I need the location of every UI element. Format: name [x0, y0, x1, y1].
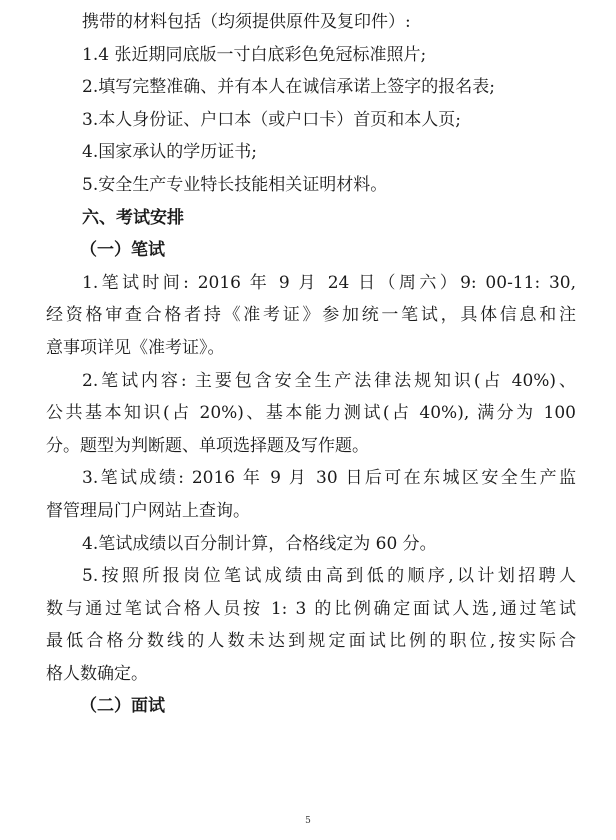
exam-time-line-2: 经资格审查合格者持《准考证》参加统一笔试，具体信息和注 — [46, 305, 576, 326]
exam-pass-line-1: 4.笔试成绩以百分制计算，合格线定为 60 分。 — [82, 533, 437, 554]
exam-score-line-1: 3.笔试成绩: 2016 年 9 月 30 日后可在东城区安全生产监 — [82, 468, 576, 489]
exam-ratio-line-3: 最低合格分数线的人数未达到规定面试比例的职位,按实际合 — [46, 631, 576, 652]
section-heading-exam-arrangement: 六、考试安排 — [82, 207, 184, 228]
exam-content-line-2: 公共基本知识(占 20%)、基本能力测试(占 40%), 满分为 100 — [46, 403, 576, 424]
document-page — [46, 6, 576, 723]
exam-content-line-3: 分。题型为判断题、单项选择题及写作题。 — [46, 435, 369, 456]
sub-heading-interview: （二）面试 — [80, 696, 165, 717]
page-number: 5 — [305, 816, 311, 826]
exam-ratio-line-1: 5.按照所报岗位笔试成绩由高到低的顺序,以计划招聘人 — [82, 566, 576, 587]
exam-time-line-1: 1.笔试时间: 2016 年 9 月 24 日（周六）9: 00-11: 30, — [82, 272, 576, 293]
materials-item-5: 5.安全生产专业特长技能相关证明材料。 — [82, 174, 388, 195]
exam-score-line-2: 督管理局门户网站上查询。 — [46, 500, 250, 521]
exam-ratio-line-4: 格人数确定。 — [46, 663, 148, 684]
materials-item-4: 4.国家承认的学历证书; — [82, 142, 257, 163]
sub-heading-written-exam: （一）笔试 — [80, 240, 165, 261]
exam-ratio-line-2: 数与通过笔试合格人员按 1: 3 的比例确定面试人选,通过笔试 — [46, 598, 576, 619]
materials-item-2: 2.填写完整准确、并有本人在诚信承诺上签字的报名表; — [82, 77, 495, 98]
materials-item-3: 3.本人身份证、户口本（或户口卡）首页和本人页; — [82, 109, 461, 130]
materials-intro: 携带的材料包括（均须提供原件及复印件）: — [82, 12, 411, 32]
exam-content-line-1: 2.笔试内容: 主要包含安全生产法律法规知识(占 40%)、 — [82, 370, 576, 391]
exam-time-line-3: 意事项详见《准考证》。 — [46, 337, 225, 358]
materials-item-1: 1.4 张近期同底版一寸白底彩色免冠标准照片; — [82, 44, 427, 65]
